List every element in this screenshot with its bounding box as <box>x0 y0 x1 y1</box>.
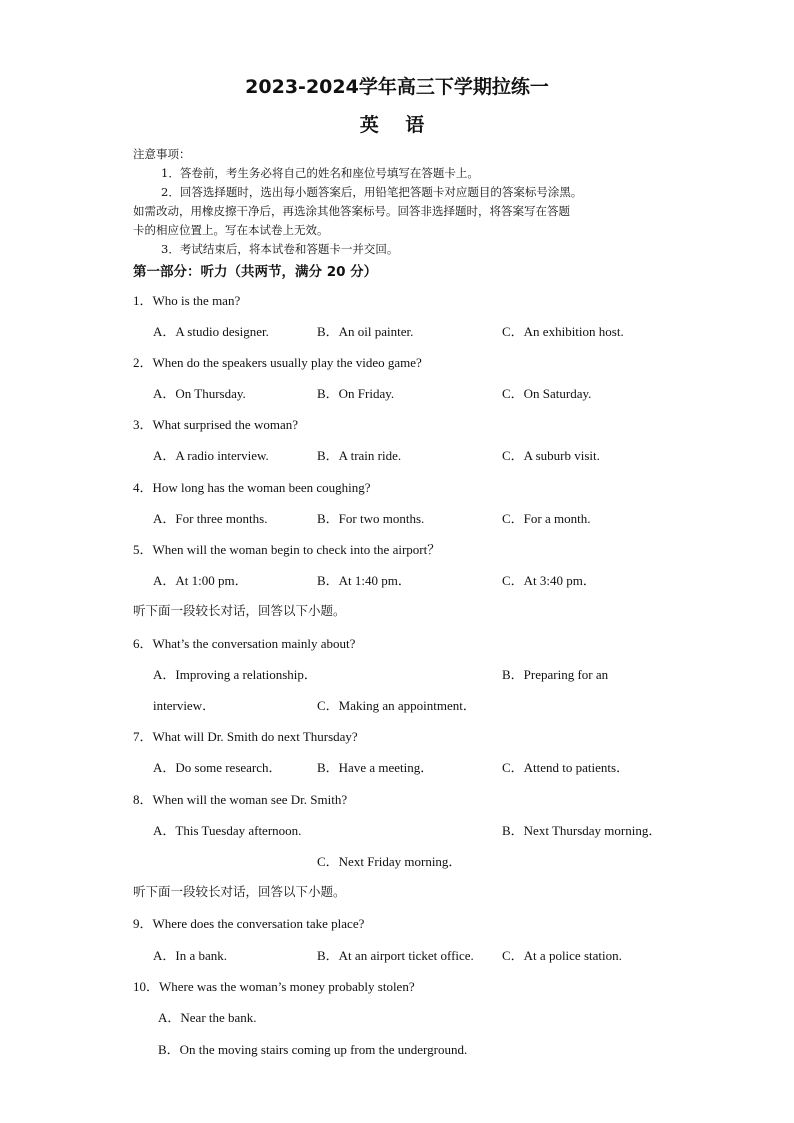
option-a: A．This Tuesday afternoon. <box>153 823 302 838</box>
option-c: C．Next Friday morning． <box>317 854 462 869</box>
option-b-continued: interview． <box>153 698 216 713</box>
question-stem: 7．What will Dr. Smith do next Thursday? <box>133 729 358 744</box>
option-b: B．At an airport ticket office. <box>317 948 474 963</box>
option-c: C．Attend to patients． <box>502 760 630 775</box>
question-stem: 1．Who is the man? <box>133 293 241 308</box>
subject-title: 英 语 <box>359 114 435 136</box>
option-b: B．On the moving stairs coming up from the underground. <box>158 1042 468 1057</box>
notice-item: 卡的相应位置上。写在本试卷上无效。 <box>133 223 329 237</box>
option-b: B．An oil painter. <box>317 324 414 339</box>
notice-block <box>133 145 673 259</box>
question-stem: 9．Where does the conversation take place? <box>133 916 365 931</box>
notice-heading: 注意事项： <box>133 147 191 161</box>
option-c: C．For a month. <box>502 511 591 526</box>
question-stem: 2．When do the speakers usually play the video game? <box>133 355 422 370</box>
option-a: A．A radio interview. <box>153 448 269 463</box>
question-stem: 8．When will the woman see Dr. Smith? <box>133 792 348 807</box>
section-title: 第一部分：听力（共两节，满分 20 分） <box>133 264 378 280</box>
option-a: A．On Thursday. <box>153 386 246 401</box>
question-stem: 4．How long has the woman been coughing? <box>133 480 371 495</box>
notice-item: 如需改动，用橡皮擦干净后，再选涂其他答案标号。回答非选择题时，将答案写在答题 <box>133 204 570 218</box>
option-b: B．For two months. <box>317 511 425 526</box>
option-b: B．At 1:40 pm． <box>317 573 411 588</box>
question-stem: 3．What surprised the woman? <box>133 417 298 432</box>
option-b: B．On Friday. <box>317 386 395 401</box>
option-a: A．At 1:00 pm． <box>153 573 248 588</box>
question-stem: 6．What’s the conversation mainly about? <box>133 636 356 651</box>
option-b: B．Preparing for an <box>502 667 609 682</box>
option-a: A．In a bank. <box>153 948 228 963</box>
option-c: C．Making an appointment． <box>317 698 476 713</box>
option-b: B．A train ride. <box>317 448 402 463</box>
long-dialogue-instruction: 听下面一段较长对话，回答以下小题。 <box>133 884 346 899</box>
option-a: A．Improving a relationship． <box>153 667 317 682</box>
option-c: C．At 3:40 pm． <box>502 573 596 588</box>
option-a: A．Near the bank. <box>158 1010 257 1025</box>
notice-item: 2．回答选择题时，选出每小题答案后，用铅笔把答题卡对应题目的答案标号涂黑。 <box>161 185 583 199</box>
option-c: C．An exhibition host. <box>502 324 624 339</box>
notice-item: 1．答卷前，考生务必将自己的姓名和座位号填写在答题卡上。 <box>161 166 479 180</box>
notice-item: 3．考试结束后，将本试卷和答题卡一并交回。 <box>161 242 399 256</box>
option-a: A．Do some research． <box>153 760 282 775</box>
option-a: A．A studio designer. <box>153 324 269 339</box>
option-b: B．Next Thursday morning． <box>502 823 662 838</box>
option-c: C．At a police station. <box>502 948 622 963</box>
exam-title: 2023-2024学年高三下学期拉练一 <box>245 76 549 98</box>
question-stem: 10．Where was the woman’s money probably stolen? <box>133 979 415 994</box>
option-c: C．A suburb visit. <box>502 448 600 463</box>
question-stem: 5．When will the woman begin to check into the airport？ <box>133 542 441 557</box>
option-a: A．For three months. <box>153 511 268 526</box>
long-dialogue-instruction: 听下面一段较长对话，回答以下小题。 <box>133 603 346 618</box>
option-b: B．Have a meeting． <box>317 760 434 775</box>
option-c: C．On Saturday. <box>502 386 592 401</box>
